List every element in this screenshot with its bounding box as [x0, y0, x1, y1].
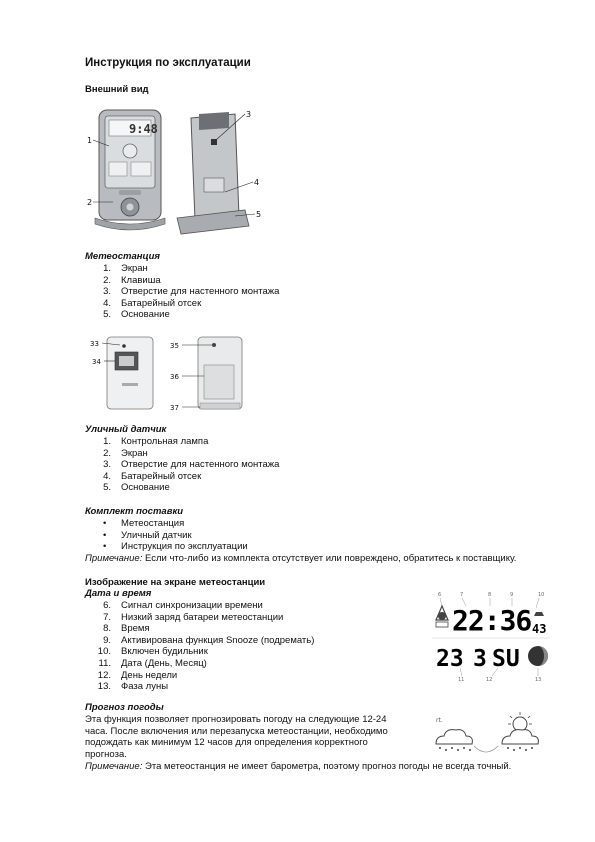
- callout-2: 2: [87, 198, 93, 207]
- list-item: 9. Активирована функция Snooze (подремать): [103, 634, 315, 646]
- list-item: 1. Экран: [103, 263, 148, 274]
- package-list: [85, 518, 248, 553]
- list-item: 10. Включен будильник: [97, 646, 208, 658]
- list-item: 11. Дата (День, Месяц): [98, 657, 207, 669]
- list-item: 1. Контрольная лампа: [103, 436, 209, 447]
- forecast-icons-figure: [430, 708, 545, 760]
- page-title: Инструкция по эксплуатации: [85, 57, 251, 69]
- callout-34: 34: [92, 358, 101, 366]
- callout-1: 1: [87, 136, 93, 145]
- callout-36: 36: [170, 373, 179, 381]
- lcd-day: 23: [436, 646, 464, 672]
- list-item: • Инструкция по эксплуатации: [103, 541, 248, 553]
- callout-35: 35: [170, 342, 179, 350]
- callout-7: 7: [460, 592, 464, 598]
- list-item: 4. Батарейный отсек: [103, 470, 202, 482]
- callout-37: 37: [170, 404, 179, 412]
- list-item: 2. Клавиша: [103, 274, 161, 286]
- appearance-heading: Внешний вид: [85, 84, 149, 95]
- callout-12: 12: [486, 677, 493, 682]
- callout-4: 4: [254, 178, 260, 187]
- display-elements-list: [85, 600, 314, 693]
- callout-10: 10: [538, 592, 545, 598]
- list-item: 4. Батарейный отсек: [103, 297, 202, 309]
- rain-cloud-icon: [436, 730, 472, 744]
- sensor-parts-list: [85, 436, 279, 494]
- partly-cloudy-rain-icon: [502, 730, 538, 744]
- package-heading: Комплект поставки: [85, 506, 184, 517]
- list-item: 5. Основание: [103, 309, 170, 321]
- forecast-heading: Прогноз погоды: [85, 702, 164, 713]
- lcd-time: 22:36: [452, 604, 532, 637]
- list-item: 5. Основание: [103, 482, 170, 494]
- station-heading: Метеостанция: [85, 251, 161, 262]
- forecast-paragraph: Эта функция позволяет прогнозировать погоду на следующие 12-24 часа. После включения или перезапуска метеостанции, необходимо подождать как минимум 12 часов для определения корректного прогноза.: [85, 714, 388, 760]
- sensor-device-figure: [90, 335, 250, 417]
- callout-6: 6: [438, 592, 442, 598]
- callout-3: 3: [246, 110, 252, 119]
- station-device-figure: [85, 106, 270, 240]
- callout-5: 5: [256, 210, 262, 219]
- list-item: 7. Низкий заряд батареи метеостанции: [103, 611, 284, 623]
- svg-text:9:48: 9:48: [129, 122, 158, 136]
- display-heading: Изображение на экране метеостанции: [85, 577, 266, 588]
- callout-11: 11: [458, 677, 465, 682]
- list-item: 3. Отверстие для настенного монтажа: [103, 286, 280, 298]
- list-item: 2. Экран: [103, 447, 148, 459]
- callout-8: 8: [488, 592, 492, 598]
- figure-label: rt.: [436, 717, 443, 724]
- list-item: • Уличный датчик: [103, 529, 192, 541]
- station-parts-list: [85, 263, 279, 321]
- bell-icon: [534, 612, 544, 616]
- lcd-weekday: SU: [492, 646, 520, 672]
- forecast-note: Примечание: Эта метеостанция не имеет барометра, поэтому прогноз погоды не всегда точный.: [85, 761, 512, 772]
- callout-33: 33: [90, 340, 99, 348]
- list-item: 12. День недели: [97, 669, 178, 681]
- list-item: 3. Отверстие для настенного монтажа: [103, 459, 280, 471]
- lcd-seconds: 43: [532, 622, 547, 636]
- battery-icon: [436, 622, 448, 627]
- list-item: 6. Сигнал синхронизации времени: [103, 600, 263, 611]
- lcd-display-figure: [432, 590, 550, 682]
- lcd-month: 3: [473, 646, 487, 672]
- display-subheading: Дата и время: [85, 588, 152, 599]
- callout-13: 13: [535, 677, 542, 682]
- list-item: • Метеостанция: [103, 518, 185, 529]
- sun-icon: [513, 717, 527, 731]
- list-item: 13. Фаза луны: [97, 681, 169, 693]
- sensor-heading: Уличный датчик: [85, 424, 167, 435]
- callout-9: 9: [510, 592, 514, 598]
- package-note: Примечание: Если что-либо из комплекта отсутствует или повреждено, обратитесь к поставщику.: [85, 553, 517, 564]
- list-item: 8. Время: [103, 623, 150, 635]
